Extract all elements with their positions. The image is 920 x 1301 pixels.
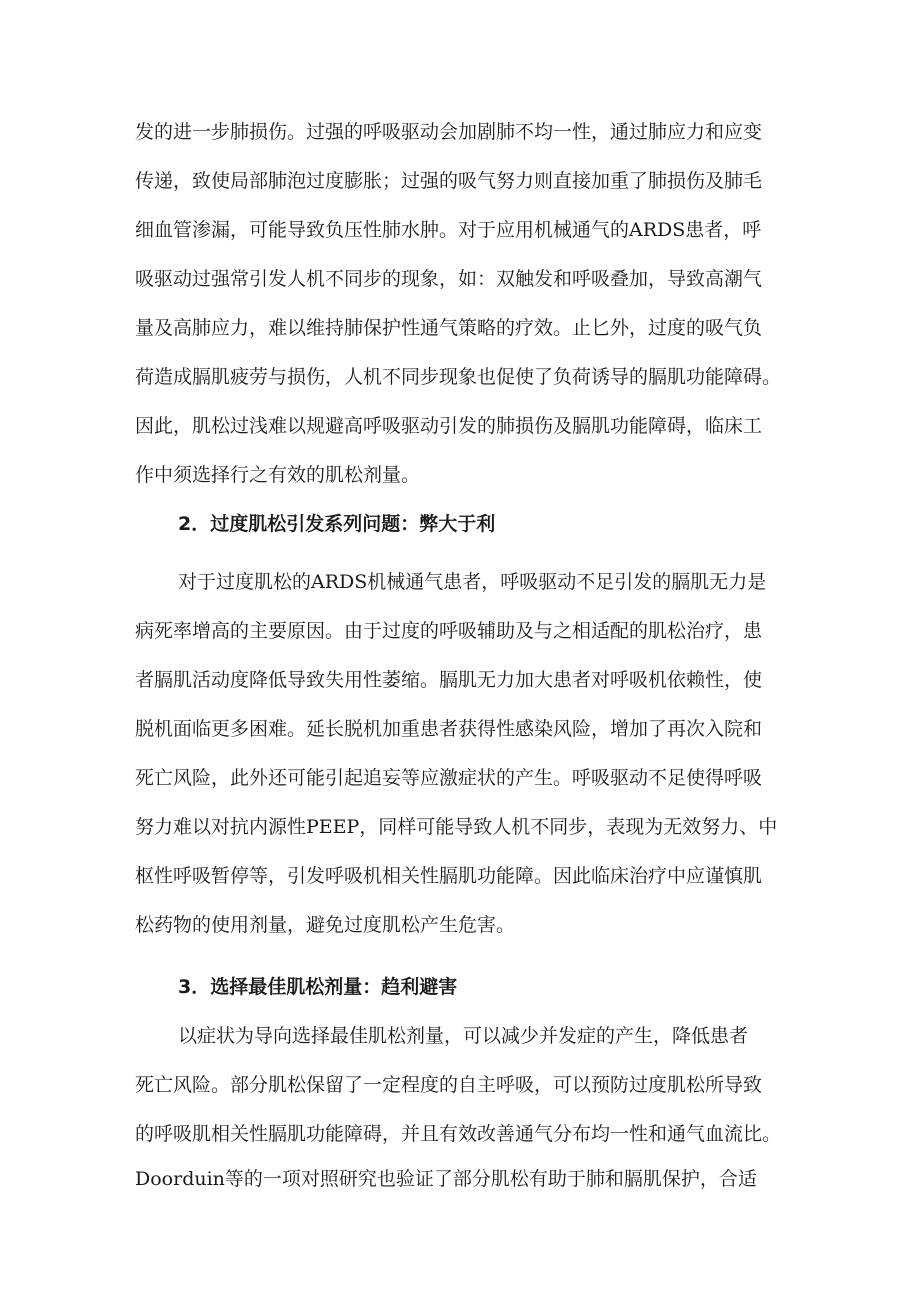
- paragraph-line: 枢性呼吸暂停等，引发呼吸机相关性膈肌功能障。因此临床治疗中应谨慎肌: [135, 865, 763, 887]
- paragraph-line: 松药物的使用剂量，避免过度肌松产生危害。: [135, 914, 516, 936]
- paragraph-line: 努力难以对抗内源性PEEP，同样可能导致人机不同步，表现为无效努力、中: [135, 816, 778, 838]
- paragraph-line: 脱机面临更多困难。延长脱机加重患者获得性感染风险，增加了再次入院和: [135, 718, 763, 740]
- paragraph-line: 死亡风险。部分肌松保留了一定程度的自主呼吸，可以预防过度肌松所导致: [135, 1074, 763, 1096]
- paragraph-line: 死亡风险，此外还可能引起追妄等应激症状的产生。呼吸驱动不足使得呼吸: [135, 767, 763, 789]
- paragraph-line: 吸驱动过强常引发人机不同步的现象，如：双触发和呼吸叠加，导致高潮气: [135, 268, 763, 290]
- paragraph-line: 对于过度肌松的ARDS机械通气患者，呼吸驱动不足引发的膈肌无力是: [178, 571, 767, 593]
- paragraph-line: 病死率增高的主要原因。由于过度的呼吸辅助及与之相适配的肌松治疗，患: [135, 620, 763, 642]
- paragraph-line: 传递，致使局部肺泡过度膨胀；过强的吸气努力则直接加重了肺损伤及肺毛: [135, 170, 763, 192]
- paragraph-line: 发的进一步肺损伤。过强的呼吸驱动会加剧肺不均一性，通过肺应力和应变: [135, 121, 763, 143]
- paragraph-line: 细血管渗漏，可能导致负压性肺水肿。对于应用机械通气的ARDS患者，呼: [135, 219, 762, 241]
- paragraph-line: 作中须选择行之有效的肌松剂量。: [135, 464, 421, 486]
- paragraph-line: 者膈肌活动度降低导致失用性萎缩。膈肌无力加大患者对呼吸机依赖性，使: [135, 669, 763, 691]
- paragraph-line: 因此，肌松过浅难以规避高呼吸驱动引发的肺损伤及膈肌功能障碍，临床工: [135, 415, 763, 437]
- paragraph-line: 荷造成膈肌疲劳与损伤，人机不同步现象也促使了负荷诱导的膈肌功能障碍。: [135, 366, 782, 388]
- paragraph-line: 量及高肺应力，难以维持肺保护性通气策略的疗效。止匕外，过度的吸气负: [135, 317, 763, 339]
- paragraph-line: Doorduin等的一项对照研究也验证了部分肌松有助于肺和膈肌保护，合适: [135, 1168, 757, 1190]
- section-heading: 3．选择最佳肌松剂量：趋利避害: [178, 976, 458, 998]
- paragraph-line: 的呼吸肌相关性膈肌功能障碍，并且有效改善通气分布均一性和通气血流比。: [135, 1123, 782, 1145]
- section-heading: 2．过度肌松引发系列问题：弊大于利: [178, 513, 496, 535]
- paragraph-line: 以症状为导向选择最佳肌松剂量，可以减少并发症的产生，降低患者: [178, 1025, 749, 1047]
